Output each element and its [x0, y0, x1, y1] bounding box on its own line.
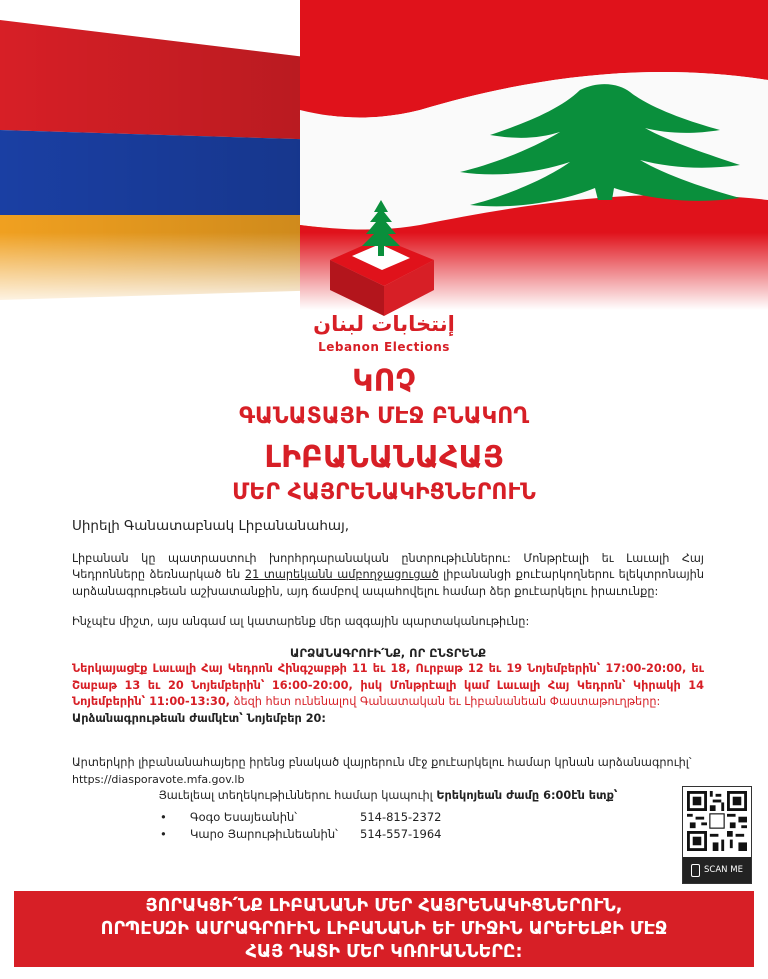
qr-code-icon: [687, 791, 747, 851]
headline-line-1: ԿՈՉ: [352, 364, 416, 399]
contact-name: Գօգօ Եսայեանին՝: [190, 809, 298, 824]
contacts-list: [160, 809, 704, 843]
headline-line-2: ԳԱՆԱՏԱՅԻ ՄԷՋ ԲՆԱԿՈՂ: [238, 404, 530, 429]
headline-line-4: ՄԵՐ ՀԱՅՐԵՆԱԿԻՑՆԵՐՈՒՆ: [232, 480, 536, 505]
paragraph-1: [72, 551, 704, 601]
logo-arabic-text: إنتخابات لبنان: [313, 312, 455, 336]
schedule-text: Ներկայացէք Լաւալի Հայ Կեդրոն Հինգշաբթի 11 եւ 18, Ուրբաթ 12 եւ 19 Նոյեմբերին՝ 17:00-20:00, եւ Շաբաթ 13 եւ 20 Նոյեմբերին՝ 16:00-20:00, իսկ Մոնթրէալի կամ Լաւալի Հայ Կեդրոն՝ Կիրակի 14 Նոյեմբերին՝ 11:00-13:30,: [72, 662, 704, 708]
footer-line-3: ՀԱՅ ԴԱՏԻ ՄԵՐ ԿՌՈՒԱՆՆԵՐԸ:: [245, 941, 523, 962]
paragraph-1-text-a: Լիբանան կը պատրաստուի խորհրդարանական ընտրութիւններու: Մոնթրէալի եւ Լաւալի Հայ Կեդրոնները ձեռնարկած են: [72, 551, 704, 581]
contact-note: [72, 788, 704, 805]
contact-phone: 514-815-2372: [360, 809, 442, 824]
footer-line-2: ՈՐՊԷՍԶԻ ԱՄՐԱԳՐՈՒԻՆ ԼԻԲԱՆԱՆԻ ԵՒ ՄԻՋԻՆ ԱՐԵՒԵԼՔԻ ՄԷՋ: [100, 918, 668, 939]
diaspora-link[interactable]: https://diasporavote.mfa.gov.lb: [72, 772, 245, 786]
greeting: Սիրելի Գանատաբնակ Լիբանանահայ,: [72, 518, 350, 534]
scan-me-button[interactable]: [683, 857, 751, 883]
headline-line-3: ԼԻԲԱՆԱՆԱՀԱՅ: [264, 440, 504, 475]
footer-banner: [14, 891, 754, 967]
qr-code-card[interactable]: [682, 786, 752, 884]
registration-subheading: ԱՐՁԱՆԱԳՐՈՒԻ՛ՆՔ, ՈՐ ԸՆՏՐԵՆՔ: [289, 645, 487, 660]
logo-english-text: Lebanon Elections: [318, 340, 450, 354]
scan-me-label: SCAN ME: [704, 865, 743, 875]
contact-note-text: Յաւելեալ տեղեկութիւններու համար կապուիլ: [158, 789, 437, 802]
contact-row: [160, 809, 704, 826]
contact-name: Կարօ Յարութիւնեանին՝: [190, 826, 338, 841]
paragraph-1-text-b: լիբանանցի քուէարկողներու ելեկտրոնային արձանագրութեան աշխատանքին, այդ ճամբով ապահովելու համար ձեր քուէարկելու իրաւունքը:: [72, 568, 704, 598]
letter-body: [72, 518, 704, 843]
schedule-paragraph: [72, 661, 704, 711]
outside-note: Արտերկրի լիբանանահայերը իրենց բնակած վայրերուն մէջ քուէարկելու համար կրնան արձանագրուիլ՝: [72, 756, 692, 769]
contact-note-time: Երեկոյեան ժամը 6:00էն ետք՝: [436, 789, 618, 802]
bullet-icon: •: [160, 809, 167, 824]
ballot-box-logo: [322, 198, 440, 318]
phone-icon: [691, 864, 700, 877]
paragraph-1-underlined: 21 տարեկանն ամբողջացուցած: [244, 568, 439, 581]
deadline-text: Արձանագրութեան ժամկէտ՝ Նոյեմբեր 20:: [72, 711, 326, 725]
paragraph-2: Ինչպէս միշտ, այս անգամ ալ կատարենք մեր ազգային պարտականութիւնը:: [72, 615, 530, 628]
bullet-icon: •: [160, 826, 167, 841]
footer-line-1: ՅՈՐԱԿՑԻ՛ՆՔ ԼԻԲԱՆԱՆԻ ՄԵՐ ՀԱՅՐԵՆԱԿԻՑՆԵՐՈՒՆ,: [145, 895, 623, 916]
contact-row: [160, 826, 704, 843]
contact-phone: 514-557-1964: [360, 826, 442, 841]
schedule-tail: ձեզի հետ ունենալով Գանատական եւ Լիբանանեան Փաստաթուղթերը:: [229, 695, 661, 708]
